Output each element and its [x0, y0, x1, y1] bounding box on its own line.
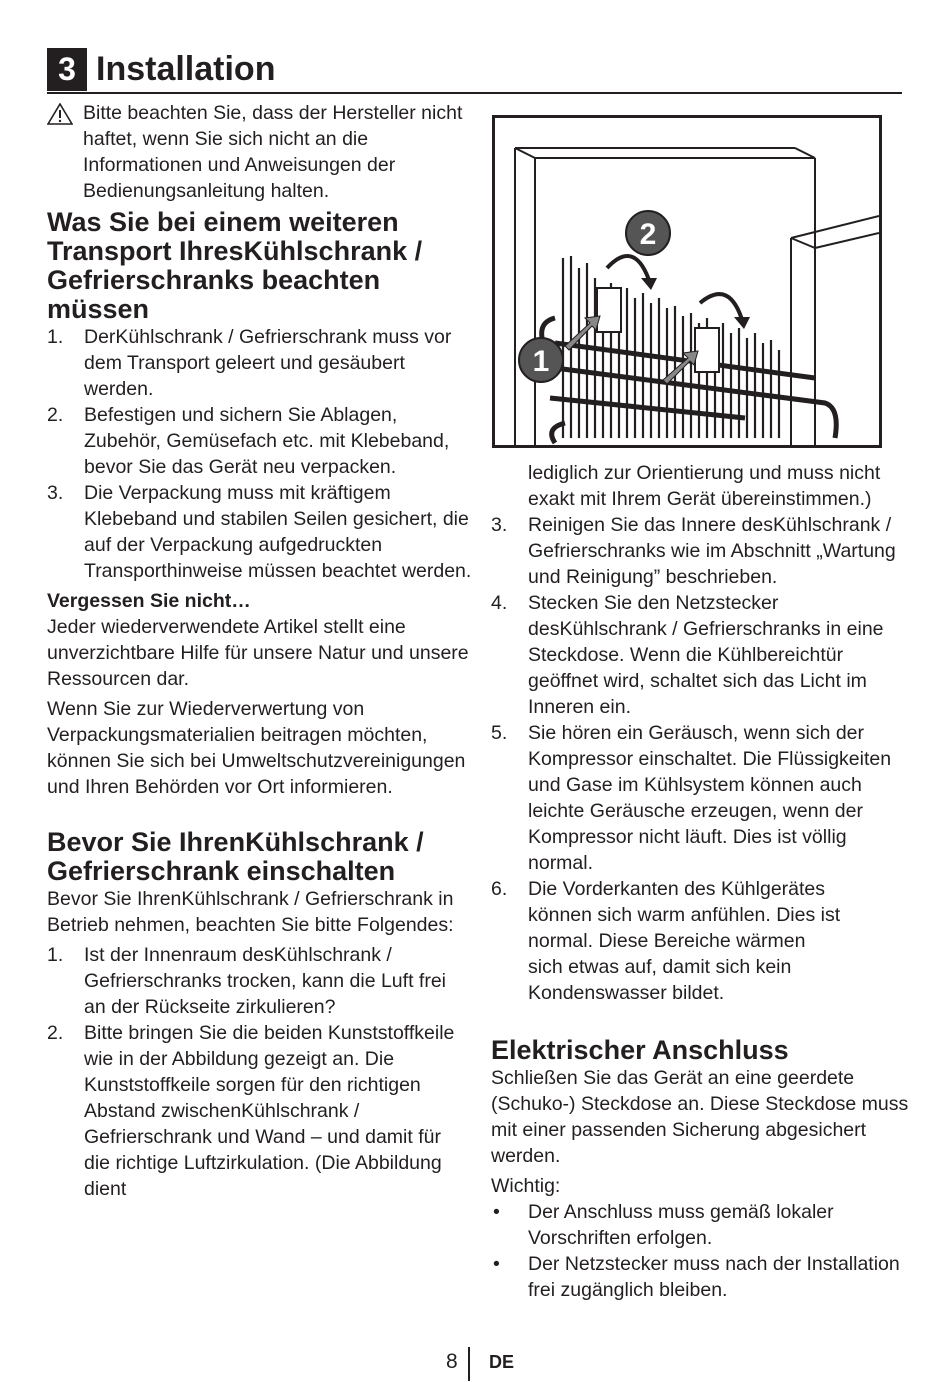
- forget-paragraph-2: Wenn Sie zur Wiederverwertung von Verpackungsmaterialien beitragen möchten, können Sie sich bei Umweltschutzvereinigungen und Ihren Behörden vor Ort informieren.: [47, 698, 466, 798]
- before-list: [47, 942, 472, 1202]
- before-heading: Bevor Sie IhrenKühlschrank / Gefrierschrank einschalten: [47, 827, 424, 886]
- list-item: 2. Befestigen und sichern Sie Ablagen, Zubehör, Gemüsefach etc. mit Klebeband, bevor Sie das Gerät neu verpacken.: [47, 404, 450, 478]
- list-item: 1. Ist der Innenraum desKühlschrank / Gefrierschranks trocken, kann die Luft frei an der Rückseite zirkulieren?: [47, 944, 446, 1018]
- forget-heading: Vergessen Sie nicht…: [47, 590, 251, 612]
- list-item: 4. Stecken Sie den Netzstecker desKühlschrank / Gefrierschranks in eine Steckdose. Wenn die Kühlbereichtür geöffnet wird, schaltet sich das Licht im Inneren ein.: [491, 592, 884, 718]
- language-code: DE: [489, 1352, 515, 1372]
- page-number: 8: [446, 1350, 458, 1373]
- warning-icon: [47, 103, 73, 125]
- transport-heading: Was Sie bei einem weiteren Transport IhresKühlschrank / Gefrierschranks beachten müssen: [47, 207, 423, 324]
- warning-note: [47, 100, 472, 204]
- svg-text:2: 2: [639, 218, 657, 251]
- section-number: 3: [47, 48, 87, 91]
- section-title: Installation: [96, 50, 276, 88]
- list-item: 5. Sie hören ein Geräusch, wenn sich der Kompressor einschaltet. Die Flüssigkeiten und Gase im Kühlsystem können auch leichte Geräusche erzeugen, wenn der Kompressor nicht läuft. Dies ist völlig normal.: [491, 722, 892, 874]
- list-item: 2. Bitte bringen Sie die beiden Kunststoffkeile wie in der Abbildung gezeigt an. Die Kunststoffkeile sorgen für den richtigen Abstand zwischenKühlschrank / Gefrierschrank und Wand – und damit für die richtige Luftzirkulation. (Die Abbildung dient: [47, 1022, 455, 1200]
- transport-list: [47, 324, 472, 584]
- list-item: 3. Reinigen Sie das Innere desKühlschrank / Gefrierschranks wie im Abschnitt „Wartung und Reinigung” beschrieben.: [491, 514, 896, 588]
- before-intro: Bevor Sie IhrenKühlschrank / Gefrierschrank in Betrieb nehmen, beachten Sie bitte Folgendes:: [47, 888, 454, 936]
- electrical-text: Schließen Sie das Gerät an eine geerdete (Schuko-) Steckdose an. Diese Steckdose muss mit einer passenden Sicherung abgesichert werden.: [491, 1067, 909, 1167]
- section-header: [47, 48, 902, 94]
- fridge-back-illustration: [495, 118, 879, 445]
- warning-text: Bitte beachten Sie, dass der Hersteller nicht haftet, wenn Sie sich nicht an die Informationen und Anweisungen der Bedienungsanleitung halten.: [83, 102, 463, 202]
- steps-list: [491, 512, 911, 1006]
- important-bullets: [491, 1199, 911, 1303]
- callout-1: [519, 338, 563, 382]
- list-item: • Der Anschluss muss gemäß lokaler Vorschriften erfolgen.: [493, 1201, 834, 1249]
- left-column: [47, 100, 472, 1202]
- figure-note-continuation: lediglich zur Orientierung und muss nicht exakt mit Ihrem Gerät übereinstimmen.): [528, 462, 881, 510]
- list-item: • Der Netzstecker muss nach der Installation frei zugänglich bleiben.: [493, 1253, 900, 1301]
- installation-figure: [492, 115, 882, 448]
- forget-paragraph-1: Jeder wiederverwendete Artikel stellt eine unverzichtbare Hilfe für unsere Natur und unsere Ressourcen dar.: [47, 616, 469, 690]
- list-item: 3. Die Verpackung muss mit kräftigem Klebeband und stabilen Seilen gesichert, die auf der Verpackung aufgedruckten Transporthinweise müssen beachtet werden.: [47, 482, 472, 582]
- svg-text:1: 1: [532, 345, 550, 378]
- footer-divider: [468, 1347, 470, 1381]
- list-item: 6. Die Vorderkanten des Kühlgerätes können sich warm anfühlen. Dies ist normal. Diese Bereiche wärmen sich etwas auf, damit sich kein Kondenswasser bildet.: [491, 878, 841, 1004]
- callout-2: [626, 211, 670, 255]
- important-label: Wichtig:: [491, 1175, 561, 1197]
- right-column: [491, 460, 911, 1303]
- electrical-heading: Elektrischer Anschluss: [491, 1035, 789, 1065]
- list-item: 1. DerKühlschrank / Gefrierschrank muss vor dem Transport geleert und gesäubert werden.: [47, 326, 452, 400]
